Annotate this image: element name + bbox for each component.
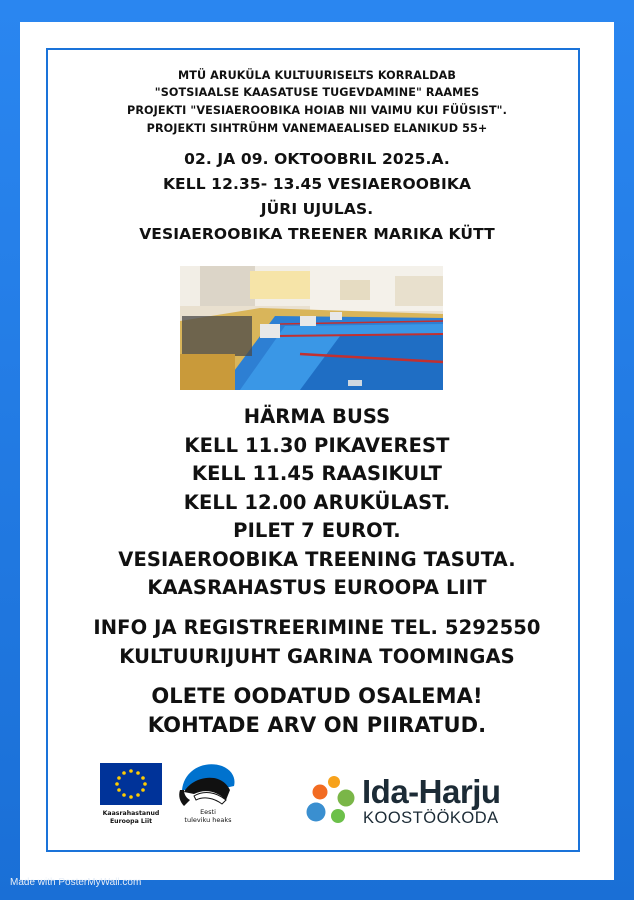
estonia-logo-caption bbox=[178, 808, 238, 824]
ida-harju-title: Ida-Harju bbox=[362, 773, 501, 810]
contact-info: INFO JA REGISTREERIMINE TEL. 5292550 bbox=[93, 616, 541, 639]
ee-caption-line-2: tuleviku heaks bbox=[184, 816, 232, 824]
eu-caption-line-2: Euroopa Liit bbox=[109, 817, 153, 825]
event-dates: 02. JA 09. OKTOOBRIL 2025.A. bbox=[184, 150, 450, 168]
event-place: JÜRI UJULAS. bbox=[260, 200, 374, 218]
ee-caption-line-1: Eesti bbox=[200, 808, 216, 816]
watermark: Made with PosterMyWall.com bbox=[10, 877, 142, 888]
header-line-2: "SOTSIAALSE KAASATUSE TUGEVDAMINE" RAAMES bbox=[154, 86, 480, 99]
closing-welcome: OLETE OODATUD OSALEMA! bbox=[151, 684, 483, 708]
funding-note: KAASRAHASTUS EUROOPA LIIT bbox=[147, 576, 487, 599]
event-trainer: VESIAEROOBIKA TREENER MARIKA KÜTT bbox=[139, 225, 495, 243]
eu-logo-caption bbox=[94, 810, 168, 825]
bus-stop-3: KELL 12.00 ARUKÜLAST. bbox=[183, 491, 451, 514]
pool-photo bbox=[180, 266, 443, 390]
contact-person: KULTUURIJUHT GARINA TOOMINGAS bbox=[119, 645, 515, 668]
eu-caption-line-1: Kaasrahastanud bbox=[102, 810, 160, 817]
training-free: VESIAEROOBIKA TREENING TASUTA. bbox=[118, 548, 516, 571]
event-time: KELL 12.35- 13.45 VESIAEROOBIKA bbox=[162, 175, 472, 193]
ida-harju-subtitle: KOOSTÖÖKODA bbox=[363, 809, 499, 827]
closing-limited: KOHTADE ARV ON PIIRATUD. bbox=[147, 713, 487, 737]
header-line-3: PROJEKTI "VESIAEROOBIKA HOIAB NII VAIMU KUI FÜÜSIST". bbox=[127, 104, 507, 117]
ticket-price: PILET 7 EUROT. bbox=[233, 519, 401, 542]
bus-title: HÄRMA BUSS bbox=[243, 405, 391, 428]
bus-stop-1: KELL 11.30 PIKAVEREST bbox=[184, 434, 450, 457]
header-line-1: MTÜ ARUKÜLA KULTUURISELTS KORRALDAB bbox=[178, 69, 456, 82]
header-line-4: PROJEKTI SIHTRÜHM VANEMAEALISED ELANIKUD 55+ bbox=[146, 122, 488, 135]
bus-stop-2: KELL 11.45 RAASIKULT bbox=[191, 462, 443, 485]
